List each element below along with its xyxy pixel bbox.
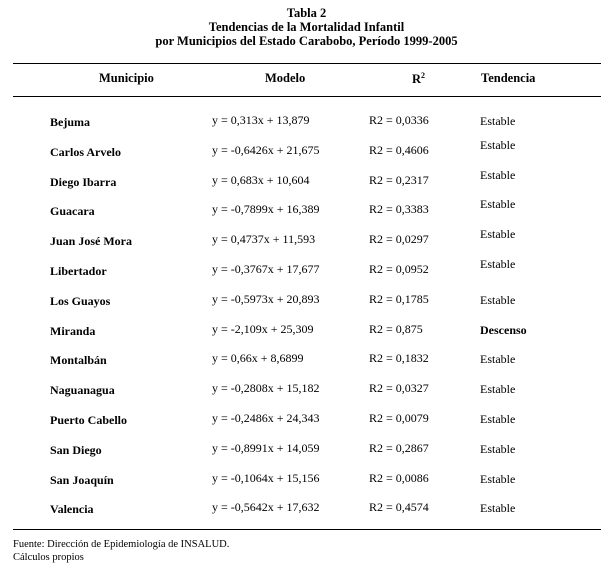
r2-cell: R2 = 0,875 <box>369 321 423 336</box>
municipio-cell: San Diego <box>50 442 102 457</box>
table-row <box>0 286 613 316</box>
modelo-cell: y = -0,3767x + 17,677 <box>212 262 320 276</box>
modelo-cell: y = -0,5642x + 17,632 <box>212 500 320 515</box>
table-row <box>0 465 613 495</box>
municipio-cell: Naguanagua <box>50 383 115 398</box>
header-municipio: Municipio <box>99 71 154 85</box>
modelo-cell: y = -0,2808x + 15,182 <box>212 381 320 396</box>
source-note: Fuente: Dirección de Epidemiología de INSALUD. <box>13 539 230 550</box>
tendencia-cell: Estable <box>480 501 516 516</box>
table-title: Tendencias de la Mortalidad Infantil <box>208 20 405 34</box>
municipio-cell: Los Guayos <box>50 293 111 308</box>
r2-cell: R2 = 0,3383 <box>369 202 429 217</box>
calc-note: Cálculos propios <box>13 552 84 563</box>
table-row <box>0 167 613 197</box>
modelo-cell: y = -0,7899x + 16,389 <box>212 202 320 217</box>
tendencia-cell: Estable <box>480 257 516 271</box>
tendencia-cell: Estable <box>480 292 516 307</box>
table-row <box>0 345 613 375</box>
table-title-block <box>0 6 613 48</box>
header-tendencia: Tendencia <box>481 71 536 85</box>
header-r2 <box>412 71 425 87</box>
municipio-cell: Miranda <box>50 323 96 338</box>
r2-cell: R2 = 0,0086 <box>369 470 429 485</box>
header-modelo: Modelo <box>265 71 306 85</box>
municipio-cell: Juan José Mora <box>50 234 132 249</box>
tendencia-cell: Estable <box>480 471 516 486</box>
municipio-cell: Valencia <box>50 502 94 517</box>
tendencia-cell: Estable <box>480 197 516 212</box>
modelo-cell: y = 0,313x + 13,879 <box>212 113 310 127</box>
table-row <box>0 435 613 465</box>
r2-cell: R2 = 0,0336 <box>369 113 429 127</box>
tendencia-cell: Estable <box>480 352 516 367</box>
r2-cell: R2 = 0,1832 <box>369 351 429 366</box>
municipio-cell: Libertador <box>50 264 107 278</box>
municipio-cell: Puerto Cabello <box>50 413 127 427</box>
header-r2-base: R <box>412 72 422 86</box>
modelo-cell: y = -0,5973x + 20,893 <box>212 291 320 306</box>
municipio-cell: Bejuma <box>50 115 90 129</box>
r2-cell: R2 = 0,0952 <box>369 262 429 276</box>
r2-cell: R2 = 0,1785 <box>369 291 429 306</box>
modelo-cell: y = 0,4737x + 11,593 <box>212 232 316 247</box>
modelo-cell: y = 0,683x + 10,604 <box>212 172 310 187</box>
modelo-cell: y = -0,2486x + 24,343 <box>212 411 320 425</box>
table-row <box>0 316 613 346</box>
table-row <box>0 494 613 524</box>
modelo-cell: y = -0,6426x + 21,675 <box>212 142 320 157</box>
municipio-cell: San Joaquín <box>50 472 114 487</box>
modelo-cell: y = 0,66x + 8,6899 <box>212 351 304 366</box>
municipio-cell: Carlos Arvelo <box>50 144 121 159</box>
r2-cell: R2 = 0,4606 <box>369 142 429 157</box>
table-row <box>0 196 613 226</box>
table-row <box>0 256 613 286</box>
bottom-rule <box>13 529 601 530</box>
table-number: Tabla 2 <box>286 6 327 20</box>
r2-cell: R2 = 0,2317 <box>369 172 429 187</box>
tendencia-cell: Descenso <box>480 322 527 337</box>
r2-cell: R2 = 0,0297 <box>369 232 429 247</box>
modelo-cell: y = -2,109x + 25,309 <box>212 321 314 336</box>
municipio-cell: Diego Ibarra <box>50 174 117 189</box>
modelo-cell: y = -0,8991x + 14,059 <box>212 440 320 455</box>
top-rule <box>13 63 601 64</box>
r2-cell: R2 = 0,4574 <box>369 500 429 515</box>
tendencia-cell: Estable <box>480 114 516 128</box>
header-r2-superscript: 2 <box>421 71 426 80</box>
table-row <box>0 226 613 256</box>
tendencia-cell: Estable <box>480 382 516 397</box>
tendencia-cell: Estable <box>480 227 516 242</box>
header-rule <box>13 96 601 97</box>
modelo-cell: y = -0,1064x + 15,156 <box>212 470 320 485</box>
table-row <box>0 137 613 167</box>
r2-cell: R2 = 0,0079 <box>369 411 429 425</box>
table-row <box>0 405 613 435</box>
table-subtitle: por Municipios del Estado Carabobo, Período 1999-2005 <box>155 34 458 48</box>
table-row <box>0 375 613 405</box>
tendencia-cell: Estable <box>480 412 516 426</box>
tendencia-cell: Estable <box>480 441 516 456</box>
municipio-cell: Montalbán <box>50 353 107 368</box>
tendencia-cell: Estable <box>480 137 516 152</box>
tendencia-cell: Estable <box>480 167 516 182</box>
municipio-cell: Guacara <box>50 204 95 219</box>
table-row <box>0 107 613 137</box>
r2-cell: R2 = 0,0327 <box>369 381 429 396</box>
r2-cell: R2 = 0,2867 <box>369 440 429 455</box>
